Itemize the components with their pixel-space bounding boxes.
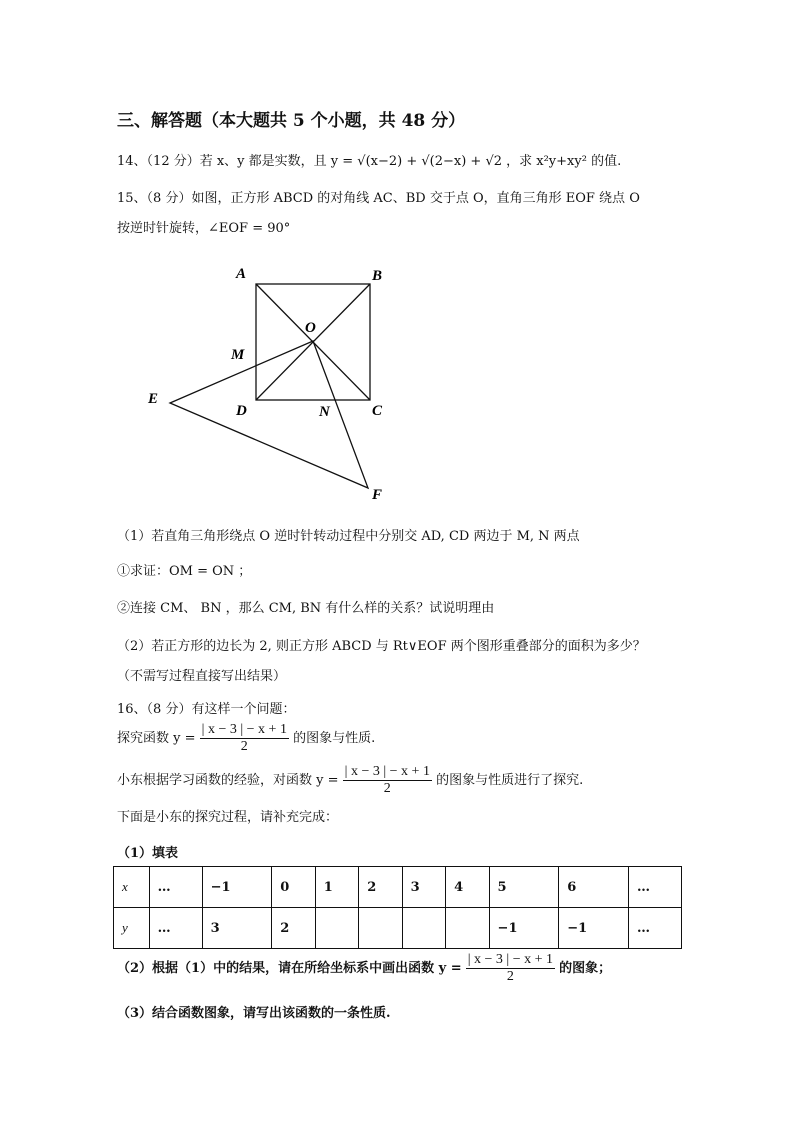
- q16-part1: （1）填表: [117, 846, 179, 861]
- formula-denominator: 2: [506, 969, 514, 984]
- question-15-line1: 15、（8 分）如图，正方形 ABCD 的对角线 AC、BD 交于点 O，直角三角形 EOF 绕点 O: [117, 191, 640, 206]
- q16-line2: [117, 764, 583, 797]
- label-m: M: [231, 347, 245, 363]
- q16-line1-pre: 探究函数 y =: [117, 731, 196, 746]
- label-c: C: [372, 403, 383, 419]
- question-16-intro: 16、（8 分）有这样一个问题：: [117, 702, 296, 717]
- table-cell-blank[interactable]: [359, 908, 402, 949]
- table-cell-blank[interactable]: [315, 908, 358, 949]
- table-cell: x: [114, 867, 150, 908]
- table-cell: 0: [272, 867, 315, 908]
- triangle-eof: [170, 341, 368, 488]
- table-cell: −1: [559, 908, 629, 949]
- formula-numerator: | x − 3 | − x + 1: [467, 952, 554, 967]
- table-cell: 2: [272, 908, 315, 949]
- table-cell: y: [114, 908, 150, 949]
- table-cell: 3: [402, 867, 445, 908]
- q16-line1-post: 的图象与性质.: [293, 731, 376, 746]
- table-cell: 5: [489, 867, 559, 908]
- label-b: B: [372, 268, 383, 284]
- table-cell: 2: [359, 867, 402, 908]
- formula-denominator: 2: [240, 739, 248, 754]
- q16-line3: 下面是小东的探究过程，请补充完成：: [117, 810, 339, 825]
- table-row-y: [114, 908, 682, 949]
- q15-part2-note: （不需写过程直接写出结果）: [117, 669, 287, 684]
- label-d: D: [236, 403, 247, 419]
- q16-part2-post: 的图象；: [559, 961, 612, 976]
- table-cell: 1: [315, 867, 358, 908]
- q16-line2-post: 的图象与性质进行了探究.: [436, 773, 584, 788]
- table-row-x: [114, 867, 682, 908]
- table-cell: −1: [489, 908, 559, 949]
- q15-part1: （1）若直角三角形绕点 O 逆时针转动过程中分别交 AD, CD 两边于 M, N 两点: [117, 529, 580, 544]
- table-cell: 3: [202, 908, 272, 949]
- section-heading: 三、解答题（本大题共 5 个小题，共 48 分）: [117, 111, 466, 131]
- q16-line2-pre: 小东根据学习函数的经验，对函数 y =: [117, 773, 339, 788]
- q16-part2: [117, 952, 611, 985]
- table-cell: 6: [559, 867, 629, 908]
- table-cell: 4: [446, 867, 489, 908]
- table-cell: …: [149, 908, 202, 949]
- formula-denominator: 2: [383, 781, 391, 796]
- label-a: A: [236, 266, 247, 282]
- table-cell-blank[interactable]: [402, 908, 445, 949]
- formula-numerator: | x − 3 | − x + 1: [344, 764, 430, 779]
- table-cell: −1: [202, 867, 272, 908]
- q16-line1: [117, 722, 375, 755]
- table-cell: …: [628, 867, 681, 908]
- q16-part2-pre: （2）根据（1）中的结果，请在所给坐标系中画出函数 y =: [117, 961, 462, 976]
- formula: [343, 764, 432, 797]
- formula: [200, 722, 289, 755]
- formula-numerator: | x − 3 | − x + 1: [201, 722, 287, 737]
- value-table: [113, 866, 682, 949]
- formula: [466, 952, 555, 985]
- label-e: E: [148, 391, 159, 407]
- question-15-line2: 按逆时针旋转，∠EOF = 90°: [117, 221, 291, 236]
- q16-part3: （3）结合函数图象，请写出该函数的一条性质.: [117, 1006, 391, 1021]
- table-cell: …: [149, 867, 202, 908]
- q15-part2: （2）若正方形的边长为 2, 则正方形 ABCD 与 Rt∨EOF 两个图形重叠部分的面积为多少？: [117, 639, 646, 654]
- table-cell: …: [628, 908, 681, 949]
- q15-part1b: ②连接 CM、 BN ，那么 CM, BN 有什么样的关系？试说明理由: [117, 601, 495, 616]
- table-cell-blank[interactable]: [446, 908, 489, 949]
- q15-part1a: ①求证：OM = ON ；: [117, 564, 252, 579]
- label-n: N: [319, 404, 330, 420]
- question-14: 14、（12 分）若 x、y 都是实数，且 y = √(x−2) + √(2−x) + √2 ，求 x²y+xy² 的值.: [117, 154, 622, 169]
- label-o: O: [305, 320, 316, 336]
- label-f: F: [372, 487, 383, 503]
